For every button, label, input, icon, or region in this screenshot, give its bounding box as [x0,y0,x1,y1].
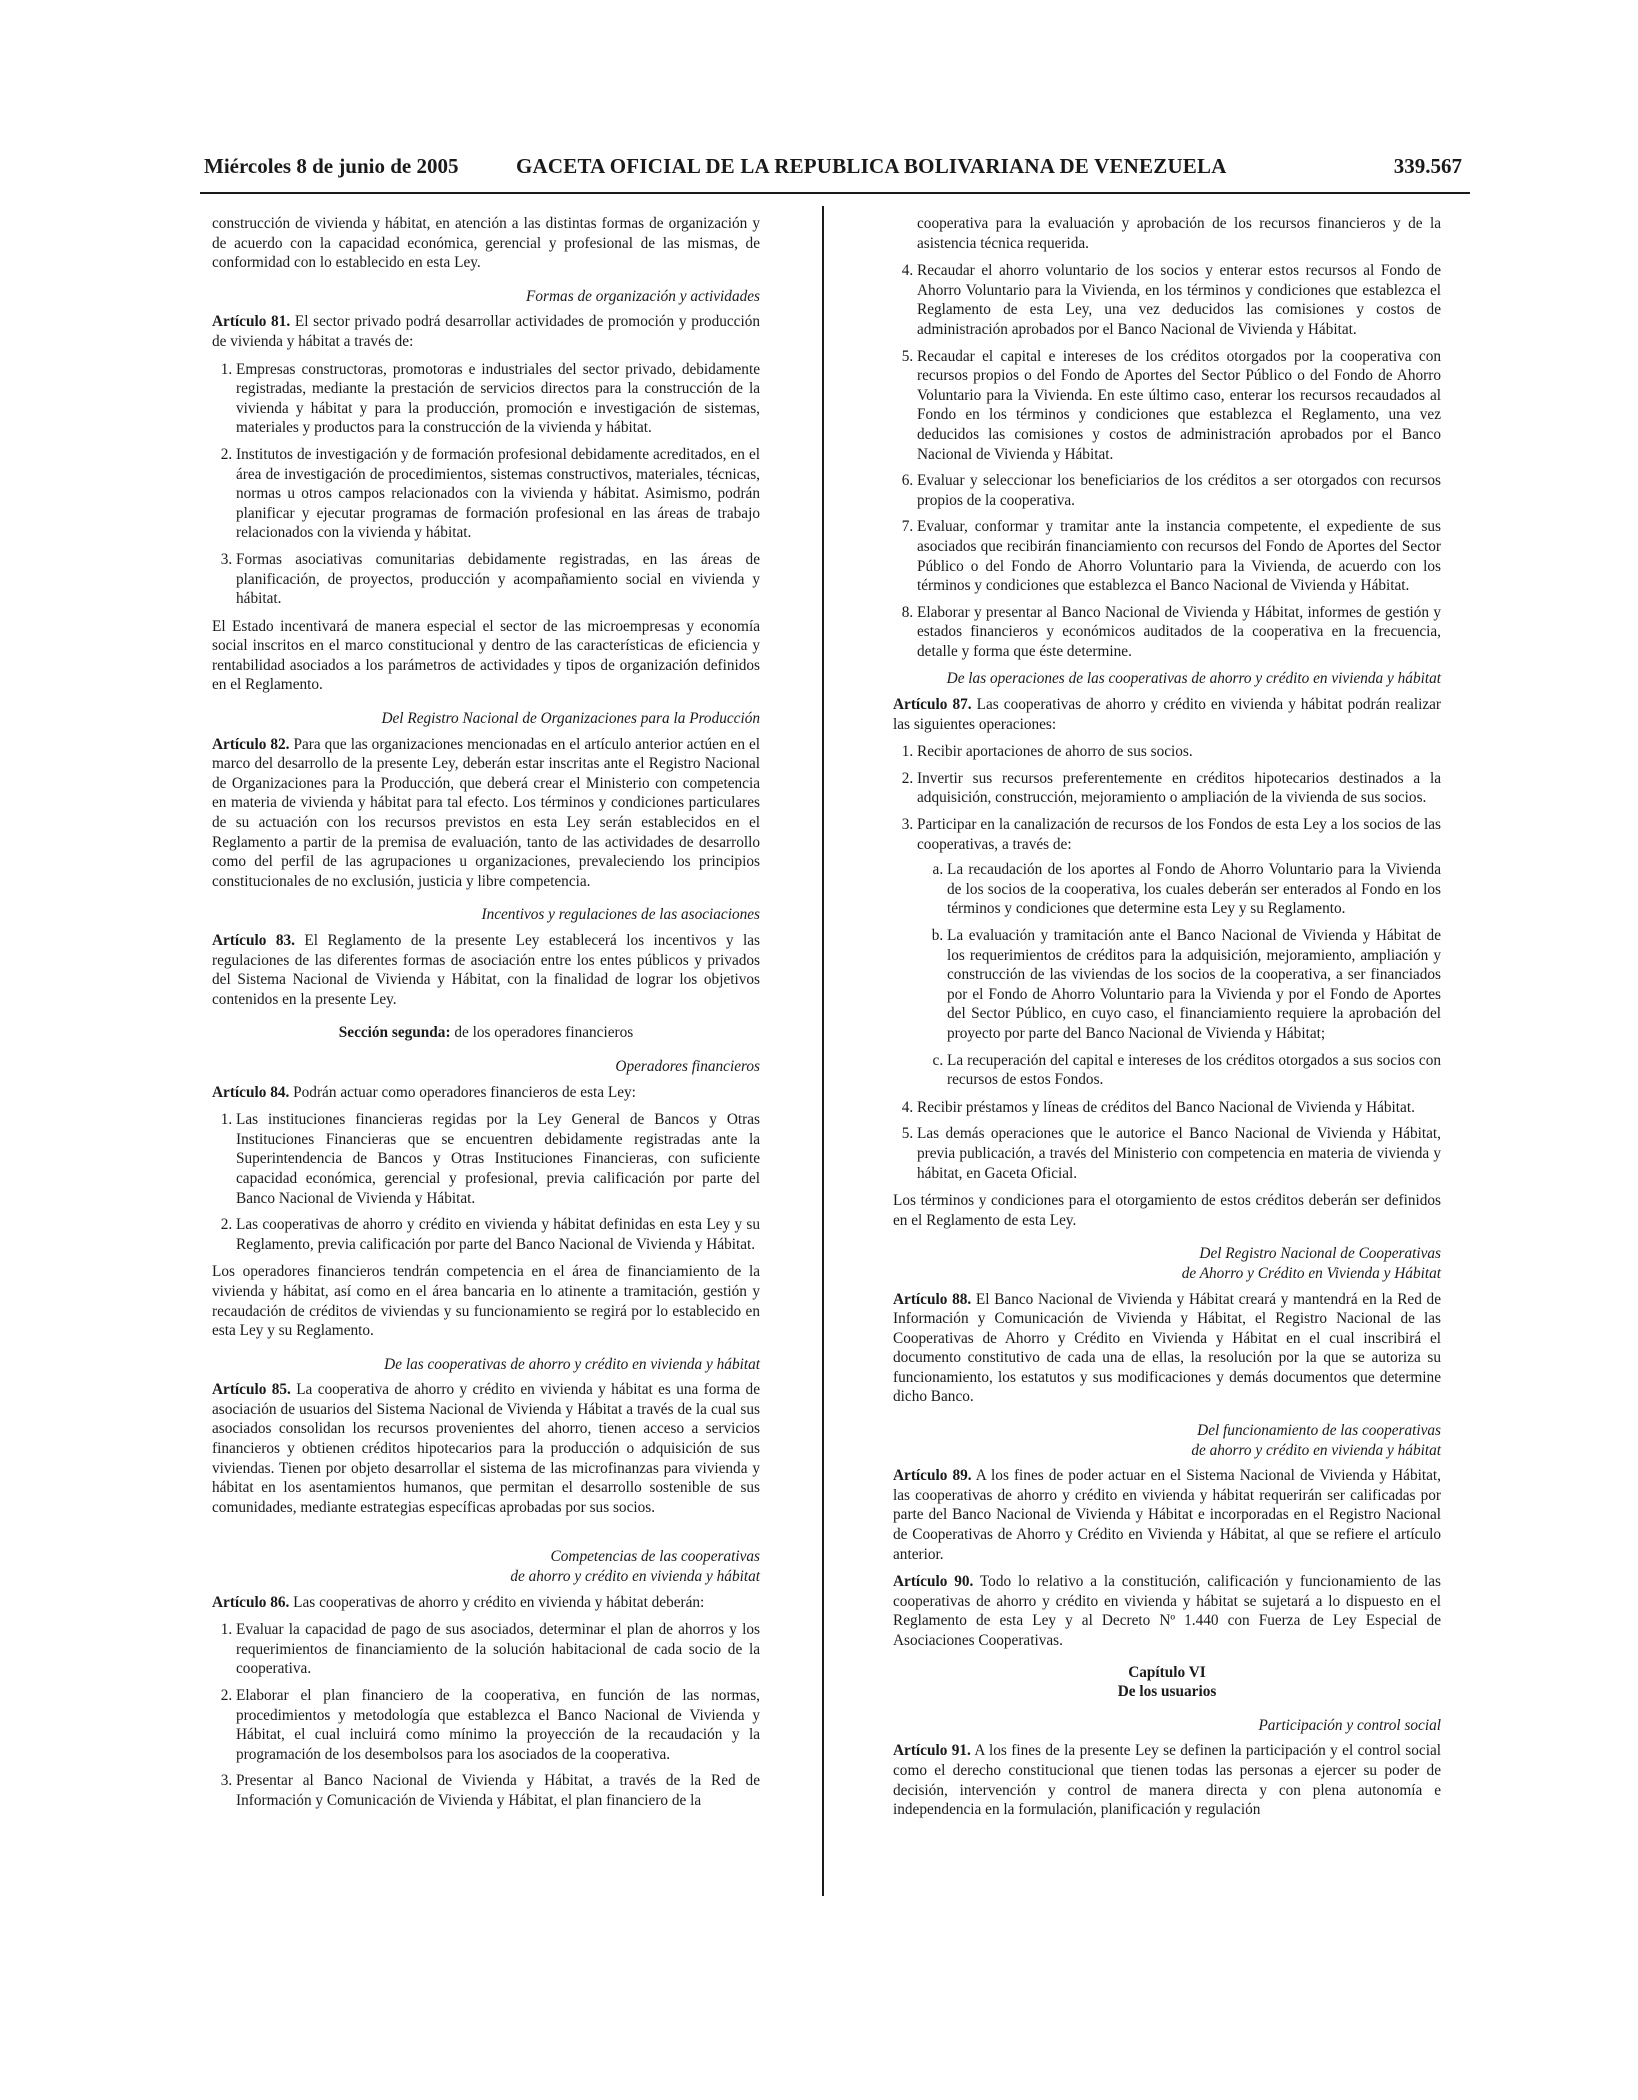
list-item: 4. Recibir préstamos y líneas de créditos del Banco Nacional de Vivienda y Hábitat. [917,1098,1441,1118]
article-86-list [212,1620,760,1810]
section-subheading: Formas de organización y actividades [526,287,760,305]
list-item: 2. Invertir sus recursos preferentemente en créditos hipotecarios destinados a la adquisición, construcción, mejoramiento o ampliación de la vivienda de sus socios. [917,769,1441,808]
section-subheading: Del Registro Nacional de Cooperativas [1199,1245,1441,1263]
sublist-item: a. La recaudación de los aportes al Fondo de Ahorro Voluntario para la Vivienda de los socios de la cooperativa, los cuales deberán ser enterados al Fondo en los términos y condiciones que determine esta Ley y su Reglamento. [947,860,1441,919]
paragraph: cooperativa para la evaluación y aprobación de los recursos financieros y de la asistencia técnica requerida. [917,215,1441,252]
article-label: Artículo 81. [212,313,291,331]
article-87-list [893,742,1441,1090]
article-label: Artículo 89. [893,1467,972,1485]
section-heading [212,1023,760,1043]
list-item: 3. Presentar al Banco Nacional de Vivienda y Hábitat, a través de la Red de Información y Comunicación de Vivienda y Hábitat, el plan financiero de la [236,1771,760,1810]
section-subheading: Incentivos y regulaciones de las asociaciones [481,906,760,924]
article-text: Todo lo relativo a la constitución, calificación y funcionamiento de las cooperativas de ahorro y crédito en vivienda y hábitat se sujetará a lo dispuesto en el Reglamento de esta Ley y al Decreto Nº 1.440 con Fuerza de Ley Especial de Asociaciones Cooperativas. [893,1573,1441,1649]
header-title: GACETA OFICIAL DE LA REPUBLICA BOLIVARIANA DE VENEZUELA [516,154,1227,178]
article-81-list [212,360,760,609]
article-text: A los fines de la presente Ley se definen la participación y el control social como el derecho constitucional que tienen todas las personas a ejercer su poder de decisión, intervención y control de manera directa y con plena autonomía e independencia en la formulación, planificación y regulación [893,1742,1441,1819]
article-83 [212,931,760,1009]
header-page-number: 339.567 [1393,154,1462,178]
list-item: 1. Empresas constructoras, promotoras e industriales del sector privado, debidamente registradas, mediante la prestación de servicios directos para la construcción de la vivienda y hábitat y para la producción, promoción e investigación de sistemas, materiales y productos para la construcción de la vivienda y hábitat. [236,360,760,438]
list-item: 1. Recibir aportaciones de ahorro de sus socios. [917,742,1441,762]
list-item: 1. Las instituciones financieras regidas por la Ley General de Bancos y Otras Instituciones Financieras que se encuentren debidamente registradas ante la Superintendencia de Bancos y Otras Instituciones Financieras, con suficiente capacidad económica, gerencial y profesional, previa calificación por parte del Banco Nacional de Vivienda y Hábitat. [236,1110,760,1208]
article-87-sublist [917,860,1441,1090]
article-text: A los fines de poder actuar en el Sistema Nacional de Vivienda y Hábitat, las cooperativas de ahorro y crédito en vivienda y hábitat requerirán ser calificadas por parte del Banco Nacional de Vivienda y Hábitat e incorporadas en el Registro Nacional de Cooperativas de Ahorro y Crédito en Vivienda y Hábitat, al que se refiere el artículo anterior. [893,1467,1441,1563]
article-label: Artículo 88. [893,1290,972,1308]
section-subheading: De las cooperativas de ahorro y crédito en vivienda y hábitat [384,1355,760,1373]
article-text: Para que las organizaciones mencionadas en el artículo anterior actúen en el marco del desarrollo de la presente Ley, deberán estar inscritas ante el Registro Nacional de Organizaciones para la Producción, que deberá crear el Ministerio con competencia en materia de vivienda y hábitat para tal efecto. Los términos y condiciones particulares de su actuación con los recursos previstos en esta Ley serán establecidos en el Reglamento a partir de la premisa de evaluación, tanto de las actividades de desarrollo como del perfil de las agrupaciones u organizaciones, prevaleciendo los principios constitucionales de no exclusión, justicia y libre competencia. [212,735,760,890]
article-text: El Banco Nacional de Vivienda y Hábitat creará y mantendrá en la Red de Información y Comunicación de Vivienda y Hábitat, el Registro Nacional de las Cooperativas de Ahorro y Crédito en Vivienda y Hábitat en el cual inscribirá el documento constitutivo de cada una de ellas, la resolución por la que se autoriza su funcionamiento, los estatutos y sus modificaciones y demás documentos que determine dicho Banco. [893,1290,1441,1406]
article-82 [212,735,760,892]
chapter-title: De los usuarios [1117,1683,1217,1701]
list-item: 8. Elaborar y presentar al Banco Nacional de Vivienda y Hábitat, informes de gestión y estados financieros y económicos auditados de la cooperativa en la frecuencia, detalle y forma que éste determine. [917,603,1441,662]
article-86-list-continued [893,261,1441,661]
article-text: Podrán actuar como operadores financieros de esta Ley: [289,1083,636,1101]
article-text: El sector privado podrá desarrollar actividades de promoción y producción de vivienda y hábitat a través de: [212,313,761,350]
article-81 [212,312,760,351]
paragraph: construcción de vivienda y hábitat, en atención a las distintas formas de organización y de acuerdo con la capacidad económica, gerencial y profesional de las mismas, de conformidad con lo establecido en esta Ley. [212,215,760,272]
section-text: de los operadores financieros [450,1024,634,1042]
article-91 [893,1741,1441,1819]
section-subheading: de ahorro y crédito en vivienda y hábitat [510,1568,760,1586]
section-subheading: De las operaciones de las cooperativas de ahorro y crédito en vivienda y hábitat [946,670,1441,688]
list-item [917,815,1441,1090]
section-subheading: de Ahorro y Crédito en Vivienda y Hábitat [1181,1264,1441,1282]
section-label: Sección segunda: [338,1024,451,1042]
article-text: Las cooperativas de ahorro y crédito en vivienda y hábitat podrán realizar las siguientes operaciones: [893,696,1441,733]
article-label: Artículo 83. [212,932,295,949]
article-89 [893,1466,1441,1564]
column-divider [822,206,824,1896]
article-text: Las cooperativas de ahorro y crédito en vivienda y hábitat deberán: [289,1593,705,1611]
article-84-list [212,1110,760,1254]
list-item: 1. Evaluar la capacidad de pago de sus asociados, determinar el plan de ahorros y los requerimientos de financiamiento de la solución habitacional de cada socio de la cooperativa. [236,1620,760,1679]
list-item: 4. Recaudar el ahorro voluntario de los socios y enterar estos recursos al Fondo de Ahorro Voluntario para la Vivienda, en los términos y condiciones que establezca el Reglamento de esta Ley, una vez deducidos las comisiones y costos de administración aprobados por el Banco Nacional de Vivienda y Hábitat. [917,261,1441,339]
paragraph: Los términos y condiciones para el otorgamiento de estos créditos deberán ser definidos en el Reglamento de esta Ley. [893,1192,1441,1229]
list-item: 5. Recaudar el capital e intereses de los créditos otorgados por la cooperativa con recursos propios o del Fondo de Aportes del Sector Público o del Fondo de Ahorro Voluntario para la Vivienda. En este último caso, enterar los recursos recaudados al Fondo en los términos y condiciones que establezca el Reglamento, una vez deducidos las comisiones y costos de administración aprobados por el Banco Nacional de Vivienda y Hábitat. [917,347,1441,465]
section-subheading: de ahorro y crédito en vivienda y hábitat [1191,1441,1441,1459]
article-90 [893,1572,1441,1650]
sublist-item: b. La evaluación y tramitación ante el Banco Nacional de Vivienda y Hábitat de los requerimientos de créditos para la adquisición, mejoramiento, ampliación y construcción de las viviendas de los socios de la cooperativa, a ser financiados por el Fondo de Ahorro Voluntario para la Vivienda y por el Fondo de Aportes del Sector Público, en cuyo caso, el financiamiento requiere la aprobación del proyecto por parte del Banco Nacional de Vivienda y Hábitat; [947,926,1441,1044]
list-item: 6. Evaluar y seleccionar los beneficiarios de los créditos a ser otorgados con recursos propios de la cooperativa. [917,471,1441,510]
list-item: 7. Evaluar, conformar y tramitar ante la instancia competente, el expediente de sus asociados que recibirán financiamiento con recursos del Fondo de Aportes del Sector Público o del Fondo de Ahorro Voluntario para la Vivienda, de acuerdo con los términos y condiciones que establezca el Banco Nacional de Vivienda y Hábitat. [917,517,1441,595]
article-87-list-continued [893,1098,1441,1183]
article-label: Artículo 82. [212,735,290,753]
article-84 [212,1083,760,1103]
section-subheading: Competencias de las cooperativas [550,1548,760,1566]
article-87 [893,695,1441,734]
left-column [212,214,760,1819]
section-subheading: Del Registro Nacional de Organizaciones para la Producción [381,710,760,728]
paragraph: El Estado incentivará de manera especial el sector de las microempresas y economía social inscritos en el marco constitucional y dentro de las características de eficiencia y rentabilidad asociados a los parámetros de actividades y tipos de organización definidos en el Reglamento. [212,617,760,694]
section-subheading: Del funcionamiento de las cooperativas [1197,1422,1441,1440]
chapter-number: Capítulo VI [1128,1663,1206,1681]
article-label: Artículo 87. [893,696,972,714]
list-item: 2. Institutos de investigación y de formación profesional debidamente acreditados, en el área de investigación de procedimientos, sistemas constructivos, materiales, técnicas, normas u otros campos relacionados con la vivienda y hábitat. Asimismo, podrán planificar y ejecutar programas de formación profesional en las áreas de trabajo relacionados con la vivienda y hábitat. [236,445,760,543]
paragraph: Los operadores financieros tendrán competencia en el área de financiamiento de la vivienda y hábitat, así como en el área bancaria en lo atinente a tramitación, gestión y recaudación de créditos de viviendas y su funcionamiento se regirá por lo establecido en esta Ley y su Reglamento. [212,1263,760,1340]
section-subheading: Participación y control social [1258,1716,1441,1734]
list-item-text: Participar en la canalización de recursos de los Fondos de esta Ley a los socios de las cooperativas, a través de: [917,816,1441,853]
article-label: Artículo 85. [212,1381,291,1399]
article-88 [893,1290,1441,1408]
list-item: 2. Elaborar el plan financiero de la cooperativa, en función de las normas, procedimientos y metodología que establezca el Banco Nacional de Vivienda y Hábitat, el cual incluirá como mínimo la proyección de la recaudación y la programación de los desembolsos para los asociados de la cooperativa. [236,1686,760,1764]
list-item: 2. Las cooperativas de ahorro y crédito en vivienda y hábitat definidas en esta Ley y su Reglamento, previa calificación por parte del Banco Nacional de Vivienda y Hábitat. [236,1215,760,1254]
sublist-item: c. La recuperación del capital e intereses de los créditos otorgados a sus socios con recursos de estos Fondos. [947,1051,1441,1090]
header-date: Miércoles 8 de junio de 2005 [204,154,459,178]
article-label: Artículo 84. [212,1083,290,1101]
article-label: Artículo 90. [893,1573,974,1591]
article-label: Artículo 91. [893,1742,971,1760]
article-85 [212,1380,760,1517]
list-item: 3. Formas asociativas comunitarias debidamente registradas, en las áreas de planificación, de proyectos, producción y acompañamiento social en vivienda y hábitat. [236,550,760,609]
article-86 [212,1593,760,1613]
section-subheading: Operadores financieros [615,1057,760,1075]
list-item: 5. Las demás operaciones que le autorice el Banco Nacional de Vivienda y Hábitat, previa publicación, a través del Ministerio con competencia en materia de vivienda y hábitat, en Gaceta Oficial. [917,1124,1441,1183]
article-text: El Reglamento de la presente Ley establecerá los incentivos y las regulaciones de las diferentes formas de asociación entre los entes públicos y privados del Sistema Nacional de Vivienda y Hábitat, con la finalidad de lograr los objetivos contenidos en la presente Ley. [212,932,760,1008]
right-column [893,214,1441,1828]
page-header [200,152,1470,194]
article-text: La cooperativa de ahorro y crédito en vivienda y hábitat es una forma de asociación de usuarios del Sistema Nacional de Vivienda y Hábitat a través de la cual sus asociados consolidan los recursos provenientes del ahorro, tienen acceso a servicios financieros y obtienen créditos hipotecarios para la producción o adquisición de sus viviendas. Tienen por objeto desarrollar el sistema de las microfinanzas para vivienda y hábitat en los asentamientos humanos, que permitan el desarrollo sostenible de sus comunidades, mediante estrategias específicas aprobadas por sus socios. [212,1381,760,1516]
article-label: Artículo 86. [212,1593,290,1611]
